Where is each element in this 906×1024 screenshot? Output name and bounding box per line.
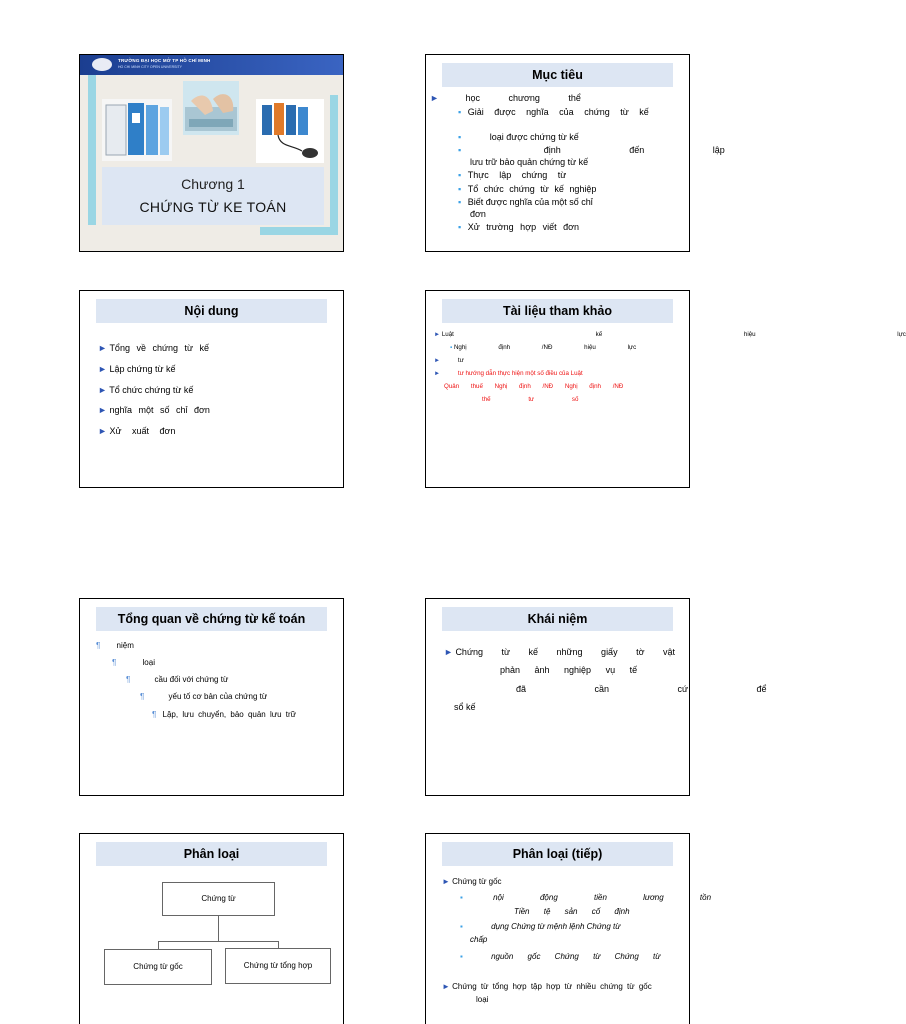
checkmark-bullet-icon: ¶ bbox=[112, 658, 117, 667]
item-text: Lập, lưu chuyển, bảo quản lưu trữ bbox=[162, 710, 297, 719]
item-text: Chứng từ tổng hợp tập hợp từ nhiều chứng từ gốc bbox=[452, 982, 652, 991]
list-item bbox=[98, 364, 176, 374]
diagram-root-box bbox=[162, 882, 275, 916]
square-bullet-icon: ▪ bbox=[460, 952, 463, 961]
checkmark-bullet-icon: ¶ bbox=[152, 710, 157, 719]
slide-title: Khái niệm bbox=[442, 607, 673, 631]
triangle-bullet-icon: ► bbox=[434, 370, 441, 377]
square-bullet-icon: ▪ bbox=[458, 145, 462, 155]
connector-line bbox=[158, 941, 159, 949]
diagram-right-box bbox=[225, 948, 331, 984]
item-text: đơn bbox=[470, 209, 486, 219]
item-text: Chứng từ kế những giấy tờ vật bbox=[455, 647, 675, 657]
square-bullet-icon: ▪ bbox=[458, 170, 462, 180]
keyboard-hands-image-icon bbox=[183, 81, 239, 135]
list-item bbox=[430, 93, 581, 103]
item-text: tư hướng dẫn thực hiện một số điều của Luật bbox=[457, 370, 583, 377]
slide-thumbnail-7[interactable] bbox=[79, 833, 344, 1024]
university-logo-icon bbox=[92, 58, 112, 71]
triangle-bullet-icon: ► bbox=[98, 405, 107, 415]
list-item bbox=[112, 658, 155, 667]
checkmark-bullet-icon: ¶ bbox=[126, 675, 131, 684]
square-bullet-icon: ▪ bbox=[458, 222, 462, 232]
list-item bbox=[152, 710, 296, 719]
item-text: Tổng về chứng từ kế bbox=[109, 343, 210, 353]
list-item bbox=[434, 331, 906, 338]
slide-thumbnail-1[interactable] bbox=[79, 54, 344, 252]
list-item bbox=[98, 405, 210, 415]
list-item bbox=[126, 675, 228, 684]
list-item bbox=[460, 952, 660, 961]
slide-thumbnail-2[interactable] bbox=[425, 54, 725, 252]
item-text: tư bbox=[457, 357, 464, 364]
item-text: Quản thuế Nghị định /NĐ Nghị định /NĐ bbox=[444, 383, 624, 390]
square-bullet-icon: ▪ bbox=[458, 107, 462, 117]
list-item bbox=[434, 370, 583, 377]
list-item bbox=[458, 222, 579, 232]
connector-line bbox=[218, 916, 219, 941]
folders-mouse-image-icon bbox=[256, 99, 324, 163]
square-bullet-icon: ▪ bbox=[460, 922, 463, 931]
item-text: loại được chứng từ kế bbox=[489, 132, 579, 142]
slide-title: Phân loại (tiếp) bbox=[442, 842, 673, 866]
slide-thumbnail-3[interactable] bbox=[79, 290, 344, 488]
list-item bbox=[444, 647, 675, 657]
triangle-bullet-icon: ► bbox=[98, 385, 107, 395]
list-item bbox=[460, 922, 620, 931]
square-bullet-icon: ▪ bbox=[458, 197, 462, 207]
university-name: TRƯỜNG ĐẠI HỌC MỞ TP HỒ CHÍ MINH bbox=[118, 58, 211, 63]
chapter-label: Chương 1 bbox=[181, 176, 245, 192]
item-text: thế tư số bbox=[482, 396, 579, 403]
item-text: niệm bbox=[116, 641, 134, 650]
list-item bbox=[98, 343, 209, 353]
accent-bar bbox=[88, 75, 96, 225]
item-text: nguồn gốc Chứng từ Chứng từ bbox=[491, 952, 661, 961]
item-text: Xử trường hợp viết đơn bbox=[467, 222, 580, 232]
triangle-bullet-icon: ► bbox=[434, 331, 441, 338]
university-name-english: HO CHI MINH CITY OPEN UNIVERSITY bbox=[118, 65, 182, 69]
list-item bbox=[458, 145, 725, 155]
list-item bbox=[442, 982, 652, 991]
item-text: Luật kế hiệu lực bbox=[441, 331, 906, 338]
accent-bar bbox=[260, 227, 338, 235]
box-label: Chứng từ gốc bbox=[133, 962, 183, 971]
triangle-bullet-icon: ► bbox=[430, 93, 439, 103]
triangle-bullet-icon: ► bbox=[98, 343, 107, 353]
list-item bbox=[458, 132, 579, 142]
university-header-band bbox=[80, 55, 343, 75]
box-label: Chứng từ tổng hợp bbox=[243, 961, 313, 970]
square-bullet-icon: ▪ bbox=[458, 184, 462, 194]
triangle-bullet-icon: ► bbox=[98, 426, 107, 436]
box-label: Chứng từ bbox=[201, 894, 236, 903]
triangle-bullet-icon: ► bbox=[444, 647, 453, 657]
item-text: Tiền tệ sản cố định bbox=[514, 907, 630, 916]
item-text: Biết được nghĩa của một số chỉ bbox=[467, 197, 593, 207]
slide-thumbnail-5[interactable] bbox=[79, 598, 344, 796]
triangle-bullet-icon: ► bbox=[98, 364, 107, 374]
diagram-left-box bbox=[104, 949, 212, 985]
slide-thumbnail-6[interactable] bbox=[425, 598, 767, 796]
square-bullet-icon: ▪ bbox=[458, 132, 462, 142]
item-text: Nghị định /NĐ hiệu lực bbox=[453, 344, 637, 351]
item-text: Xử xuất đơn bbox=[109, 426, 176, 436]
slide-thumbnail-4[interactable] bbox=[425, 290, 906, 488]
item-text: chấp bbox=[470, 935, 488, 944]
list-item bbox=[96, 641, 134, 650]
chapter-title-box bbox=[102, 167, 324, 225]
connector-line bbox=[158, 941, 278, 942]
item-text: Thực lập chứng từ bbox=[467, 170, 567, 180]
list-item bbox=[458, 107, 649, 117]
item-text: Giải được nghĩa của chứng từ kế bbox=[467, 107, 649, 117]
item-text: yếu tố cơ bản của chứng từ bbox=[168, 692, 268, 701]
square-bullet-icon: ▪ bbox=[460, 893, 463, 902]
list-item bbox=[434, 357, 464, 364]
slide-thumbnail-8[interactable] bbox=[425, 833, 712, 1024]
checkmark-bullet-icon: ¶ bbox=[96, 641, 101, 650]
slide-title: Tổng quan về chứng từ kế toán bbox=[96, 607, 327, 631]
item-text: phản ảnh nghiệp vụ tế bbox=[500, 665, 638, 675]
slide-title: Nội dung bbox=[96, 299, 327, 323]
item-text: Chứng từ gốc bbox=[452, 877, 502, 886]
triangle-bullet-icon: ► bbox=[434, 357, 441, 364]
list-item bbox=[450, 344, 636, 351]
slide-title: Tài liệu tham khảo bbox=[442, 299, 673, 323]
item-text: Lập chứng từ kế bbox=[109, 364, 176, 374]
item-text: học chương thể bbox=[465, 93, 581, 103]
item-text: loại bbox=[476, 995, 489, 1004]
list-item bbox=[140, 692, 267, 701]
item-text: Tổ chức chứng từ kế nghiệp bbox=[467, 184, 597, 194]
slide-title: Phân loại bbox=[96, 842, 327, 866]
list-item bbox=[460, 893, 711, 902]
item-text: định đến lập bbox=[543, 145, 725, 155]
list-item bbox=[458, 197, 593, 207]
list-item bbox=[458, 184, 596, 194]
accent-bar bbox=[330, 95, 338, 235]
list-item bbox=[442, 877, 502, 886]
slide-title: Mục tiêu bbox=[442, 63, 673, 87]
connector-line bbox=[278, 941, 279, 948]
item-text: sổ kế bbox=[454, 702, 476, 712]
triangle-bullet-icon: ► bbox=[442, 982, 450, 991]
square-bullet-icon: ▪ bbox=[450, 344, 453, 351]
list-item bbox=[98, 385, 193, 395]
chapter-title: CHỨNG TỪ KE TOÁN bbox=[139, 199, 287, 215]
binders-image-icon bbox=[102, 99, 172, 161]
list-item bbox=[458, 170, 566, 180]
triangle-bullet-icon: ► bbox=[442, 877, 450, 886]
item-text: loại bbox=[142, 658, 155, 667]
item-text: cầu đối với chứng từ bbox=[154, 675, 229, 684]
item-text: đã cần cứ để bbox=[516, 684, 767, 694]
item-text: lưu trữ bảo quản chứng từ kế bbox=[470, 157, 589, 167]
item-text: nội động tiền lương tồn bbox=[493, 893, 712, 902]
item-text: dụng Chứng từ mệnh lệnh Chứng từ bbox=[491, 922, 621, 931]
item-text: Tổ chức chứng từ kế bbox=[109, 385, 194, 395]
list-item bbox=[98, 426, 175, 436]
checkmark-bullet-icon: ¶ bbox=[140, 692, 145, 701]
item-text: nghĩa một số chỉ đơn bbox=[109, 405, 210, 415]
